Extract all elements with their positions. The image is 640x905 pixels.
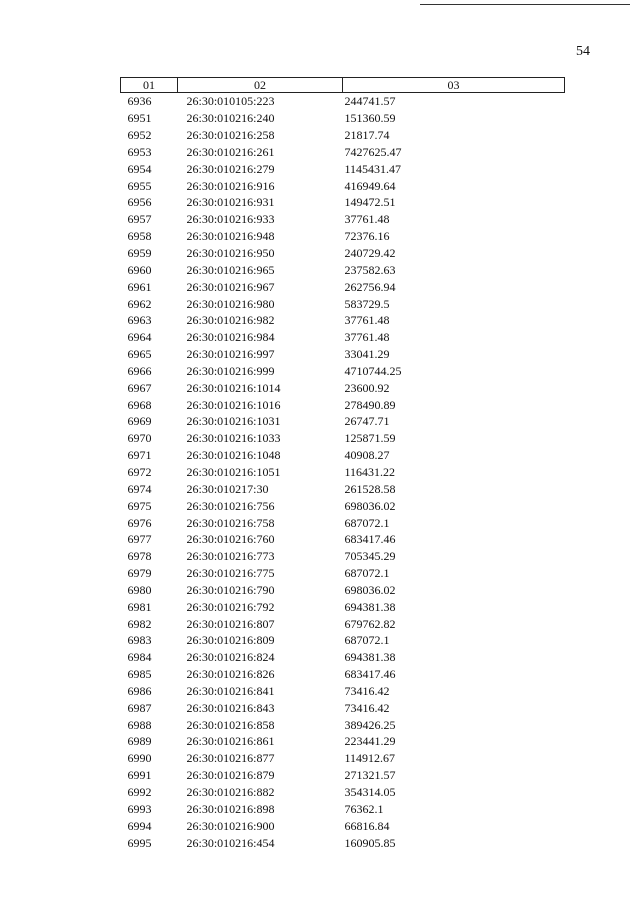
- value-cell: 40908.27: [344, 448, 390, 463]
- value-cell: 679762.82: [344, 616, 396, 631]
- cadastral-number-cell: 26:30:010216:900: [186, 818, 275, 833]
- row-number-cell: 6991: [127, 768, 152, 783]
- cadastral-number-cell: 26:30:010216:760: [186, 532, 275, 547]
- table-row: [121, 817, 565, 834]
- row-number-cell: 6963: [127, 313, 152, 328]
- cadastral-number-cell: 26:30:010216:916: [186, 178, 275, 193]
- cadastral-number-cell: 26:30:010216:824: [186, 650, 275, 665]
- cadastral-number-cell: 26:30:010216:1016: [186, 397, 281, 412]
- column-header-01: 01: [121, 78, 178, 93]
- row-number-cell: 6986: [127, 683, 152, 698]
- table-header: [121, 78, 565, 93]
- table-row: [121, 598, 565, 615]
- table-row: [121, 295, 565, 312]
- row-number-cell: 6985: [127, 667, 152, 682]
- table-row: [121, 396, 565, 413]
- cadastral-number-cell: 26:30:010216:809: [186, 633, 275, 648]
- table-row: [121, 464, 565, 481]
- table-row: [121, 615, 565, 632]
- cadastral-number-cell: 26:30:010216:1048: [186, 448, 281, 463]
- row-number-cell: 6983: [127, 633, 152, 648]
- row-number-cell: 6953: [127, 144, 152, 159]
- cadastral-number-cell: 26:30:010216:997: [186, 347, 275, 362]
- row-number-cell: 6984: [127, 650, 152, 665]
- cadastral-number-cell: 26:30:010216:240: [186, 111, 275, 126]
- cadastral-number-cell: 26:30:010216:454: [186, 835, 275, 850]
- value-cell: 114912.67: [344, 751, 396, 766]
- value-cell: 237582.63: [344, 262, 396, 277]
- value-cell: 76362.1: [344, 801, 384, 816]
- cadastral-number-cell: 26:30:010216:756: [186, 498, 275, 513]
- table-row: [121, 666, 565, 683]
- table-row: [121, 834, 565, 851]
- table-body: [121, 93, 565, 851]
- cadastral-number-cell: 26:30:010216:1033: [186, 431, 281, 446]
- cadastral-number-cell: 26:30:010216:861: [186, 734, 275, 749]
- value-cell: 7427625.47: [344, 144, 402, 159]
- value-cell: 687072.1: [344, 566, 390, 581]
- cadastral-number-cell: 26:30:010216:843: [186, 700, 275, 715]
- cadastral-number-cell: 26:30:010216:965: [186, 262, 275, 277]
- row-number-cell: 6975: [127, 498, 152, 513]
- cadastral-number-cell: 26:30:010216:882: [186, 785, 275, 800]
- cadastral-number-cell: 26:30:010216:877: [186, 751, 275, 766]
- value-cell: 37761.48: [344, 313, 390, 328]
- table-row: [121, 413, 565, 430]
- cadastral-number-cell: 26:30:010216:775: [186, 566, 275, 581]
- row-number-cell: 6936: [127, 94, 152, 109]
- value-cell: 278490.89: [344, 397, 396, 412]
- row-number-cell: 6989: [127, 734, 152, 749]
- table-row: [121, 363, 565, 380]
- row-number-cell: 6988: [127, 717, 152, 732]
- table-row: [121, 750, 565, 767]
- value-cell: 262756.94: [344, 279, 396, 294]
- cadastral-number-cell: 26:30:010216:792: [186, 599, 275, 614]
- value-cell: 73416.42: [344, 683, 390, 698]
- row-number-cell: 6987: [127, 700, 152, 715]
- table-row: [121, 548, 565, 565]
- row-number-cell: 6958: [127, 229, 152, 244]
- table-row: [121, 733, 565, 750]
- row-number-cell: 6961: [127, 279, 152, 294]
- table-row: [121, 245, 565, 262]
- cadastral-number-cell: 26:30:010216:879: [186, 768, 275, 783]
- cadastral-number-cell: 26:30:010216:950: [186, 246, 275, 261]
- cadastral-number-cell: 26:30:010216:1051: [186, 464, 281, 479]
- table-row: [121, 497, 565, 514]
- cadastral-number-cell: 26:30:010216:898: [186, 801, 275, 816]
- row-number-cell: 6960: [127, 262, 152, 277]
- value-cell: 125871.59: [344, 431, 396, 446]
- column-header-02: 02: [178, 78, 343, 93]
- row-number-cell: 6990: [127, 751, 152, 766]
- table-row: [121, 447, 565, 464]
- table-row: [121, 379, 565, 396]
- top-rule: [420, 4, 630, 5]
- cadastral-number-cell: 26:30:010216:933: [186, 212, 275, 227]
- row-number-cell: 6952: [127, 128, 152, 143]
- table-row: [121, 278, 565, 295]
- value-cell: 244741.57: [344, 94, 396, 109]
- table-row: [121, 565, 565, 582]
- table-row: [121, 228, 565, 245]
- value-cell: 21817.74: [344, 128, 390, 143]
- table-row: [121, 430, 565, 447]
- column-header-03: 03: [343, 78, 565, 93]
- cadastral-number-cell: 26:30:010217:30: [186, 481, 269, 496]
- cadastral-number-cell: 26:30:010216:931: [186, 195, 275, 210]
- row-number-cell: 6955: [127, 178, 152, 193]
- table-row: [121, 632, 565, 649]
- row-number-cell: 6956: [127, 195, 152, 210]
- value-cell: 33041.29: [344, 347, 390, 362]
- table-row: [121, 767, 565, 784]
- table-row: [121, 699, 565, 716]
- table-row: [121, 649, 565, 666]
- row-number-cell: 6982: [127, 616, 152, 631]
- row-number-cell: 6964: [127, 330, 152, 345]
- value-cell: 354314.05: [344, 785, 396, 800]
- cadastral-number-cell: 26:30:010216:982: [186, 313, 275, 328]
- table-row: [121, 683, 565, 700]
- cadastral-number-cell: 26:30:010216:1014: [186, 380, 281, 395]
- cadastral-number-cell: 26:30:010216:261: [186, 144, 275, 159]
- row-number-cell: 6981: [127, 599, 152, 614]
- value-cell: 223441.29: [344, 734, 396, 749]
- cadastral-number-cell: 26:30:010216:984: [186, 330, 275, 345]
- table-row: [121, 531, 565, 548]
- row-number-cell: 6994: [127, 818, 152, 833]
- value-cell: 694381.38: [344, 650, 396, 665]
- value-cell: 26747.71: [344, 414, 390, 429]
- table-row: [121, 93, 565, 110]
- table-row: [121, 194, 565, 211]
- cadastral-number-cell: 26:30:010216:807: [186, 616, 275, 631]
- row-number-cell: 6976: [127, 515, 152, 530]
- table-row: [121, 211, 565, 228]
- cadastral-number-cell: 26:30:010216:279: [186, 161, 275, 176]
- cadastral-number-cell: 26:30:010216:948: [186, 229, 275, 244]
- cadastral-number-cell: 26:30:010216:773: [186, 549, 275, 564]
- value-cell: 1145431.47: [344, 161, 402, 176]
- table-row: [121, 329, 565, 346]
- table-row: [121, 800, 565, 817]
- cadastral-number-cell: 26:30:010216:1031: [186, 414, 281, 429]
- row-number-cell: 6979: [127, 566, 152, 581]
- row-number-cell: 6978: [127, 549, 152, 564]
- row-number-cell: 6965: [127, 347, 152, 362]
- value-cell: 160905.85: [344, 835, 396, 850]
- table-row: [121, 716, 565, 733]
- value-cell: 66816.84: [344, 818, 390, 833]
- cadastral-number-cell: 26:30:010216:790: [186, 582, 275, 597]
- value-cell: 271321.57: [344, 768, 396, 783]
- value-cell: 416949.64: [344, 178, 396, 193]
- value-cell: 4710744.25: [344, 363, 402, 378]
- value-cell: 694381.38: [344, 599, 396, 614]
- table-row: [121, 144, 565, 161]
- row-number-cell: 6992: [127, 785, 152, 800]
- table-row: [121, 261, 565, 278]
- row-number-cell: 6968: [127, 397, 152, 412]
- row-number-cell: 6980: [127, 582, 152, 597]
- row-number-cell: 6972: [127, 464, 152, 479]
- data-table: [120, 77, 565, 851]
- table-row: [121, 346, 565, 363]
- row-number-cell: 6951: [127, 111, 152, 126]
- value-cell: 698036.02: [344, 498, 396, 513]
- row-number-cell: 6966: [127, 363, 152, 378]
- value-cell: 72376.16: [344, 229, 390, 244]
- row-number-cell: 6969: [127, 414, 152, 429]
- value-cell: 583729.5: [344, 296, 390, 311]
- value-cell: 261528.58: [344, 481, 396, 496]
- cadastral-number-cell: 26:30:010216:980: [186, 296, 275, 311]
- table-row: [121, 177, 565, 194]
- row-number-cell: 6954: [127, 161, 152, 176]
- row-number-cell: 6967: [127, 380, 152, 395]
- table-row: [121, 514, 565, 531]
- table-row: [121, 784, 565, 801]
- cadastral-number-cell: 26:30:010216:826: [186, 667, 275, 682]
- row-number-cell: 6993: [127, 801, 152, 816]
- row-number-cell: 6962: [127, 296, 152, 311]
- value-cell: 687072.1: [344, 515, 390, 530]
- value-cell: 698036.02: [344, 582, 396, 597]
- row-number-cell: 6970: [127, 431, 152, 446]
- row-number-cell: 6959: [127, 246, 152, 261]
- cadastral-number-cell: 26:30:010216:967: [186, 279, 275, 294]
- value-cell: 23600.92: [344, 380, 390, 395]
- table-row: [121, 110, 565, 127]
- table-row: [121, 160, 565, 177]
- value-cell: 389426.25: [344, 717, 396, 732]
- value-cell: 705345.29: [344, 549, 396, 564]
- row-number-cell: 6957: [127, 212, 152, 227]
- value-cell: 240729.42: [344, 246, 396, 261]
- table-row: [121, 312, 565, 329]
- value-cell: 683417.46: [344, 532, 396, 547]
- cadastral-number-cell: 26:30:010105:223: [186, 94, 275, 109]
- value-cell: 116431.22: [344, 464, 396, 479]
- table-row: [121, 581, 565, 598]
- table-row: [121, 127, 565, 144]
- value-cell: 151360.59: [344, 111, 396, 126]
- row-number-cell: 6995: [127, 835, 152, 850]
- value-cell: 149472.51: [344, 195, 396, 210]
- row-number-cell: 6971: [127, 448, 152, 463]
- cadastral-number-cell: 26:30:010216:758: [186, 515, 275, 530]
- cadastral-number-cell: 26:30:010216:258: [186, 128, 275, 143]
- value-cell: 683417.46: [344, 667, 396, 682]
- cadastral-number-cell: 26:30:010216:858: [186, 717, 275, 732]
- page-number: 54: [576, 44, 590, 59]
- value-cell: 37761.48: [344, 330, 390, 345]
- row-number-cell: 6974: [127, 481, 152, 496]
- table-header-row: [121, 78, 565, 93]
- cadastral-number-cell: 26:30:010216:999: [186, 363, 275, 378]
- value-cell: 37761.48: [344, 212, 390, 227]
- value-cell: 687072.1: [344, 633, 390, 648]
- value-cell: 73416.42: [344, 700, 390, 715]
- table-row: [121, 480, 565, 497]
- row-number-cell: 6977: [127, 532, 152, 547]
- cadastral-number-cell: 26:30:010216:841: [186, 683, 275, 698]
